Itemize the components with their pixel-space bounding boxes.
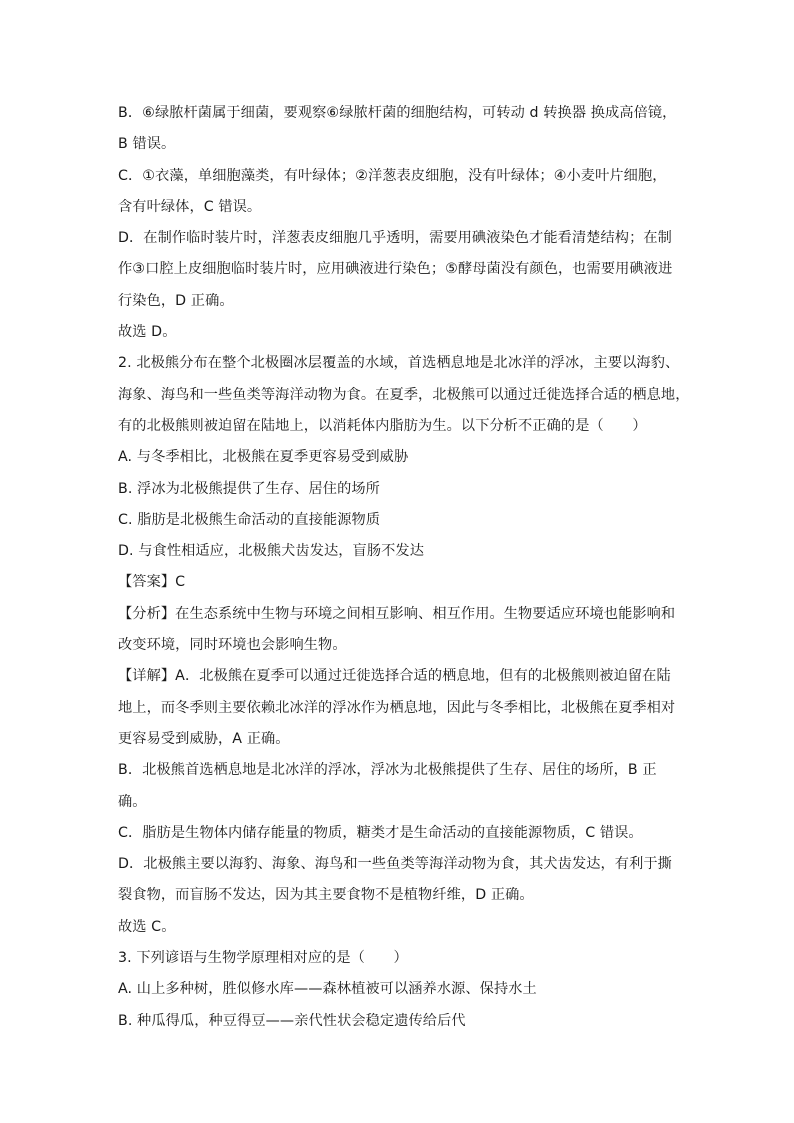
question-2-detail-line-5: 确。 [118, 793, 147, 810]
question-2-detail-line-6: C．脂肪是生物体内储存能量的物质，糖类才是生命活动的直接能源物质，C 错误。 [118, 824, 643, 841]
question-3-option-b: B. 种瓜得瓜，种豆得豆——亲代性状会稳定遗传给后代 [118, 1012, 466, 1029]
question-2-analysis-line-1: 【分析】在生态系统中生物与环境之间相互影响、相互作用。生物要适应环境也能影响和 [118, 605, 676, 622]
question-2-option-c: C. 脂肪是北极熊生命活动的直接能源物质 [118, 511, 381, 528]
question-2-stem-line-1: 2. 北极熊分布在整个北极圈冰层覆盖的水域，首选栖息地是北冰洋的浮冰，主要以海豹、 [118, 355, 680, 372]
document-page [118, 98, 693, 1037]
text-line-6: 作③口腔上皮细胞临时装片时，应用碘液进行染色；⑤酵母菌没有颜色，也需要用碘液进 [118, 261, 673, 278]
text-line-1: B．⑥绿脓杆菌属于细菌，要观察⑥绿脓杆菌的细胞结构，可转动 d 转换器 换成高倍镜， [118, 105, 677, 121]
question-2-detail-line-1: 【详解】A．北极熊在夏季可以通过迁徙选择合适的栖息地，但有的北极熊则被迫留在陆 [118, 668, 671, 685]
question-2-detail-line-8: 裂食物，而盲肠不发达，因为其主要食物不是植物纤维，D 正确。 [118, 887, 534, 904]
question-3-stem: 3. 下列谚语与生物学原理相对应的是（ ） [118, 950, 408, 967]
text-line-8: 故选 D。 [118, 324, 177, 341]
text-line-4: 含有叶绿体，C 错误。 [118, 198, 262, 215]
question-2-detail-line-7: D．北极熊主要以海豹、海象、海鸟和一些鱼类等海洋动物为食，其犬齿发达，有利于撕 [118, 856, 672, 873]
question-2-stem-line-3: 有的北极熊则被迫留在陆地上，以消耗体内脂肪为生。以下分析不正确的是（ ） [118, 417, 647, 434]
text-line-3: C．①衣藻，单细胞藻类，有叶绿体；②洋葱表皮细胞，没有叶绿体；④小麦叶片细胞， [118, 167, 667, 184]
text-line-7: 行染色，D 正确。 [118, 292, 234, 309]
question-2-option-d: D. 与食性相适应，北极熊犬齿发达，盲肠不发达 [118, 543, 424, 560]
question-2-detail-line-4: B．北极熊首选栖息地是北冰洋的浮冰，浮冰为北极熊提供了生存、居住的场所，B 正 [118, 762, 657, 779]
question-2-answer: 【答案】C [118, 574, 186, 591]
question-2-analysis-line-2: 改变环境，同时环境也会影响生物。 [118, 637, 347, 654]
question-2-option-b: B. 浮冰为北极熊提供了生存、居住的场所 [118, 480, 380, 497]
question-2-stem-line-2: 海象、海鸟和一些鱼类等海洋动物为食。在夏季，北极熊可以通过迁徙选择合适的栖息地， [118, 386, 690, 403]
question-2-choice: 故选 C。 [118, 918, 176, 935]
question-3-option-a: A. 山上多种树，胜似修水库——森林植被可以涵养水源、保持水土 [118, 981, 537, 998]
text-line-5: D．在制作临时装片时，洋葱表皮细胞几乎透明，需要用碘液染色才能看清楚结构；在制 [118, 230, 672, 247]
question-2-option-a: A. 与冬季相比，北极熊在夏季更容易受到威胁 [118, 449, 409, 466]
question-2-detail-line-2: 地上，而冬季则主要依赖北冰洋的浮冰作为栖息地，因此与冬季相比，北极熊在夏季相对 [118, 699, 676, 716]
question-2-detail-line-3: 更容易受到威胁，A 正确。 [118, 730, 290, 747]
text-line-2: B 错误。 [118, 136, 176, 153]
